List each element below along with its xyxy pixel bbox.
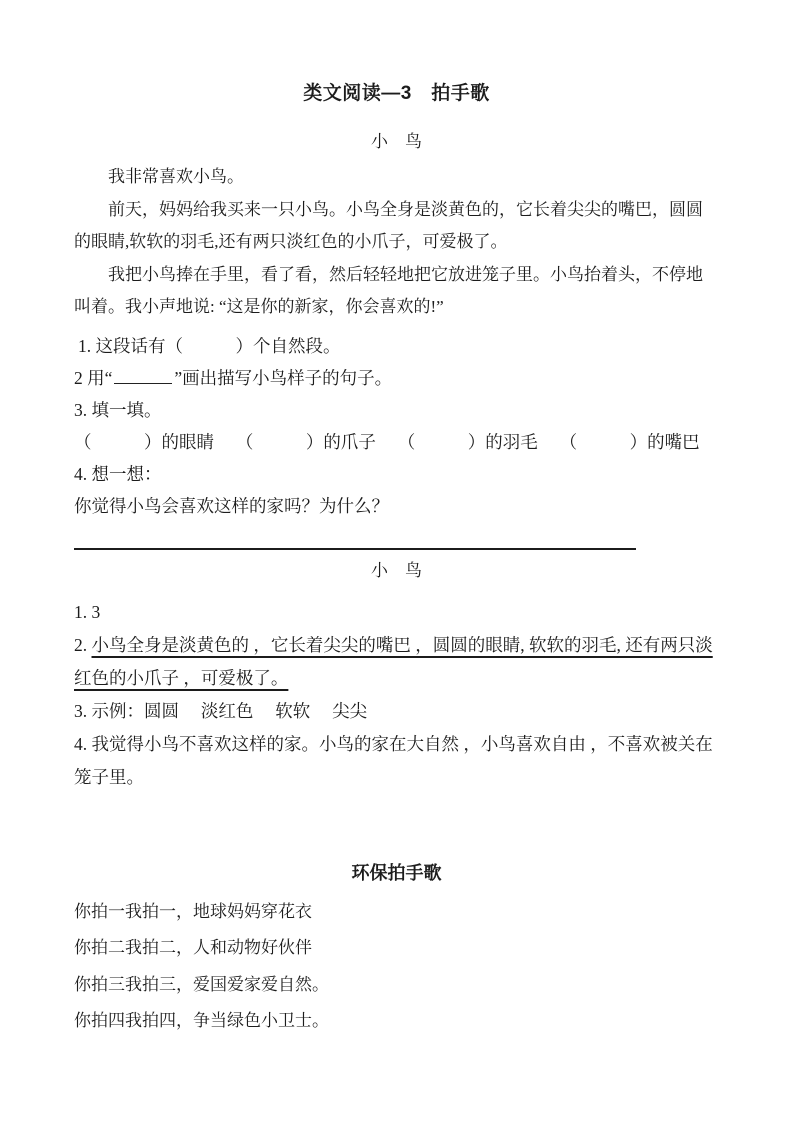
passage-heading: 小 鸟 — [371, 132, 422, 151]
question-list — [74, 330, 719, 522]
answer-blank-line — [114, 370, 172, 384]
answers-heading: 小 鸟 — [371, 560, 422, 580]
passage-paragraph-3: 我把小鸟捧在手里，看了看，然后轻轻地把它放进笼子里。小鸟抬着头，不停地叫着。我小声地说: “这是你的新家，你会喜欢的!” — [74, 264, 703, 316]
reading-passage — [74, 161, 719, 324]
answer-2-underlined-text: 小鸟全身是淡黄色的 ，它长着尖尖的嘴巴 ，圆圆的眼睛, 软软的羽毛, 还有两只淡红色的小爪子 ，可爱极了。 — [74, 634, 713, 688]
question-4-text: 你觉得小鸟会喜欢这样的家吗？为什么？ — [74, 495, 389, 516]
song-lines — [74, 894, 719, 1040]
song-line-3: 你拍三我拍三，爱国爱家爱自然。 — [74, 974, 329, 994]
section-divider — [74, 548, 636, 550]
answer-3: 3. 示例：圆圆 淡红色 软软 尖尖 — [74, 700, 368, 721]
question-4: 4. 想一想： — [74, 463, 162, 484]
page-title: 类文阅读—3 拍手歌 — [303, 83, 490, 104]
song-title: 环保拍手歌 — [351, 862, 442, 883]
question-3-blanks: （ ）的眼睛 （ ）的爪子 （ ）的羽毛 （ ）的嘴巴 — [74, 431, 700, 452]
answer-4: 4. 我觉得小鸟不喜欢这样的家。小鸟的家在大自然 ，小鸟喜欢自由 ，不喜欢被关在笼子里。 — [74, 733, 713, 787]
song-line-1: 你拍一我拍一，地球妈妈穿花衣 — [74, 901, 312, 921]
passage-paragraph-1: 我非常喜欢小鸟。 — [108, 167, 244, 186]
question-3: 3. 填一填。 — [74, 399, 162, 420]
song-line-4: 你拍四我拍四，争当绿色小卫士。 — [74, 1011, 329, 1030]
song-line-2: 你拍二我拍二，人和动物好伙伴 — [74, 938, 312, 957]
answer-list — [74, 596, 719, 794]
answer-2 — [74, 629, 719, 695]
question-2-prefix: 2 用“ — [74, 367, 113, 388]
answer-2-label: 2. — [74, 634, 88, 655]
question-1: 1. 这段话有（ ）个自然段。 — [78, 335, 341, 356]
passage-paragraph-2: 前天，妈妈给我买来一只小鸟。小鸟全身是淡黄色的，它长着尖尖的嘴巴，圆圆的眼睛,软软的羽毛,还有两只淡红色的小爪子，可爱极了。 — [74, 199, 703, 251]
answer-1: 1. 3 — [74, 601, 101, 622]
question-2-suffix: ”画出描写小鸟样子的句子。 — [174, 367, 393, 388]
question-2 — [74, 362, 719, 394]
